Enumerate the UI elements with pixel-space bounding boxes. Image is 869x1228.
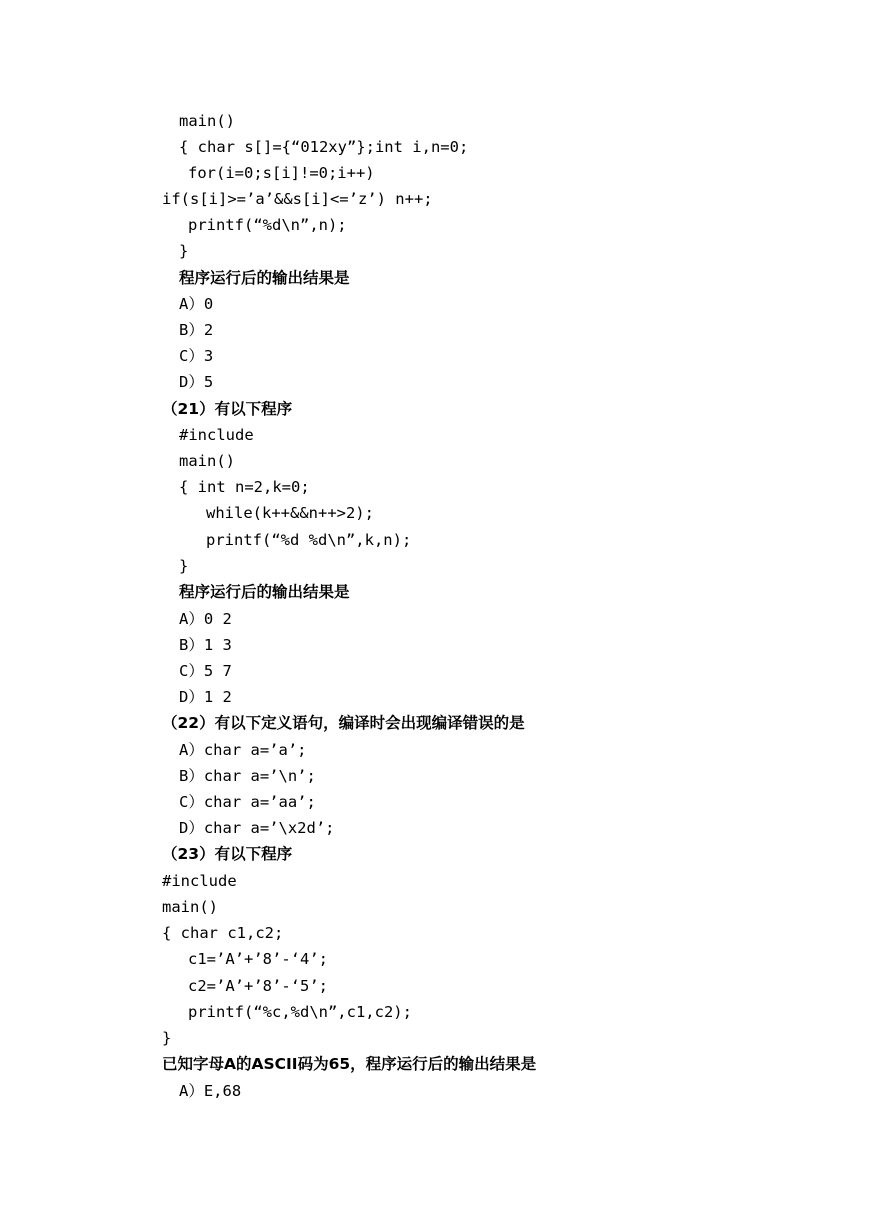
code-line: } bbox=[179, 557, 189, 575]
question-heading: （21）有以下程序 bbox=[162, 400, 293, 418]
code-line: printf(“%d\n”,n); bbox=[188, 216, 347, 234]
question-prompt: 程序运行后的输出结果是 bbox=[179, 583, 350, 601]
code-line: #include bbox=[179, 426, 254, 444]
question-prompt: 已知字母A的ASCII码为65，程序运行后的输出结果是 bbox=[162, 1055, 537, 1073]
answer-option: A）0 bbox=[179, 295, 214, 313]
code-line: if(s[i]>=’a’&&s[i]<=’z’) n++; bbox=[162, 190, 433, 208]
code-line: { char s[]={“012xy”};int i,n=0; bbox=[179, 138, 469, 156]
code-line: } bbox=[179, 242, 189, 260]
code-line: { char c1,c2; bbox=[162, 924, 284, 942]
code-line: c2=’A’+’8’-‘5’; bbox=[188, 977, 328, 995]
code-line: printf(“%c,%d\n”,c1,c2); bbox=[188, 1003, 412, 1021]
answer-option: A）0 2 bbox=[179, 610, 232, 628]
code-line: } bbox=[162, 1029, 172, 1047]
code-line: main() bbox=[179, 452, 235, 470]
code-line: for(i=0;s[i]!=0;i++) bbox=[188, 164, 375, 182]
code-line: printf(“%d %d\n”,k,n); bbox=[206, 531, 412, 549]
question-heading: （22）有以下定义语句，编译时会出现编译错误的是 bbox=[162, 714, 525, 732]
answer-option: B）char a=’\n’; bbox=[179, 767, 316, 785]
code-line: main() bbox=[179, 112, 235, 130]
answer-option: D）1 2 bbox=[179, 688, 232, 706]
answer-option: B）2 bbox=[179, 321, 214, 339]
question-prompt: 程序运行后的输出结果是 bbox=[179, 269, 350, 287]
answer-option: C）3 bbox=[179, 347, 214, 365]
code-line: { int n=2,k=0; bbox=[179, 478, 310, 496]
answer-option: D）5 bbox=[179, 373, 214, 391]
answer-option: C）char a=’aa’; bbox=[179, 793, 316, 811]
answer-option: C）5 7 bbox=[179, 662, 232, 680]
code-line: #include bbox=[162, 872, 237, 890]
answer-option: D）char a=’\x2d’; bbox=[179, 819, 335, 837]
answer-option: A）E,68 bbox=[179, 1082, 242, 1100]
code-line: while(k++&&n++>2); bbox=[206, 504, 374, 522]
question-heading: （23）有以下程序 bbox=[162, 845, 293, 863]
answer-option: A）char a=’a’; bbox=[179, 741, 307, 759]
answer-option: B）1 3 bbox=[179, 636, 232, 654]
code-line: c1=’A’+’8’-‘4’; bbox=[188, 950, 328, 968]
code-line: main() bbox=[162, 898, 218, 916]
